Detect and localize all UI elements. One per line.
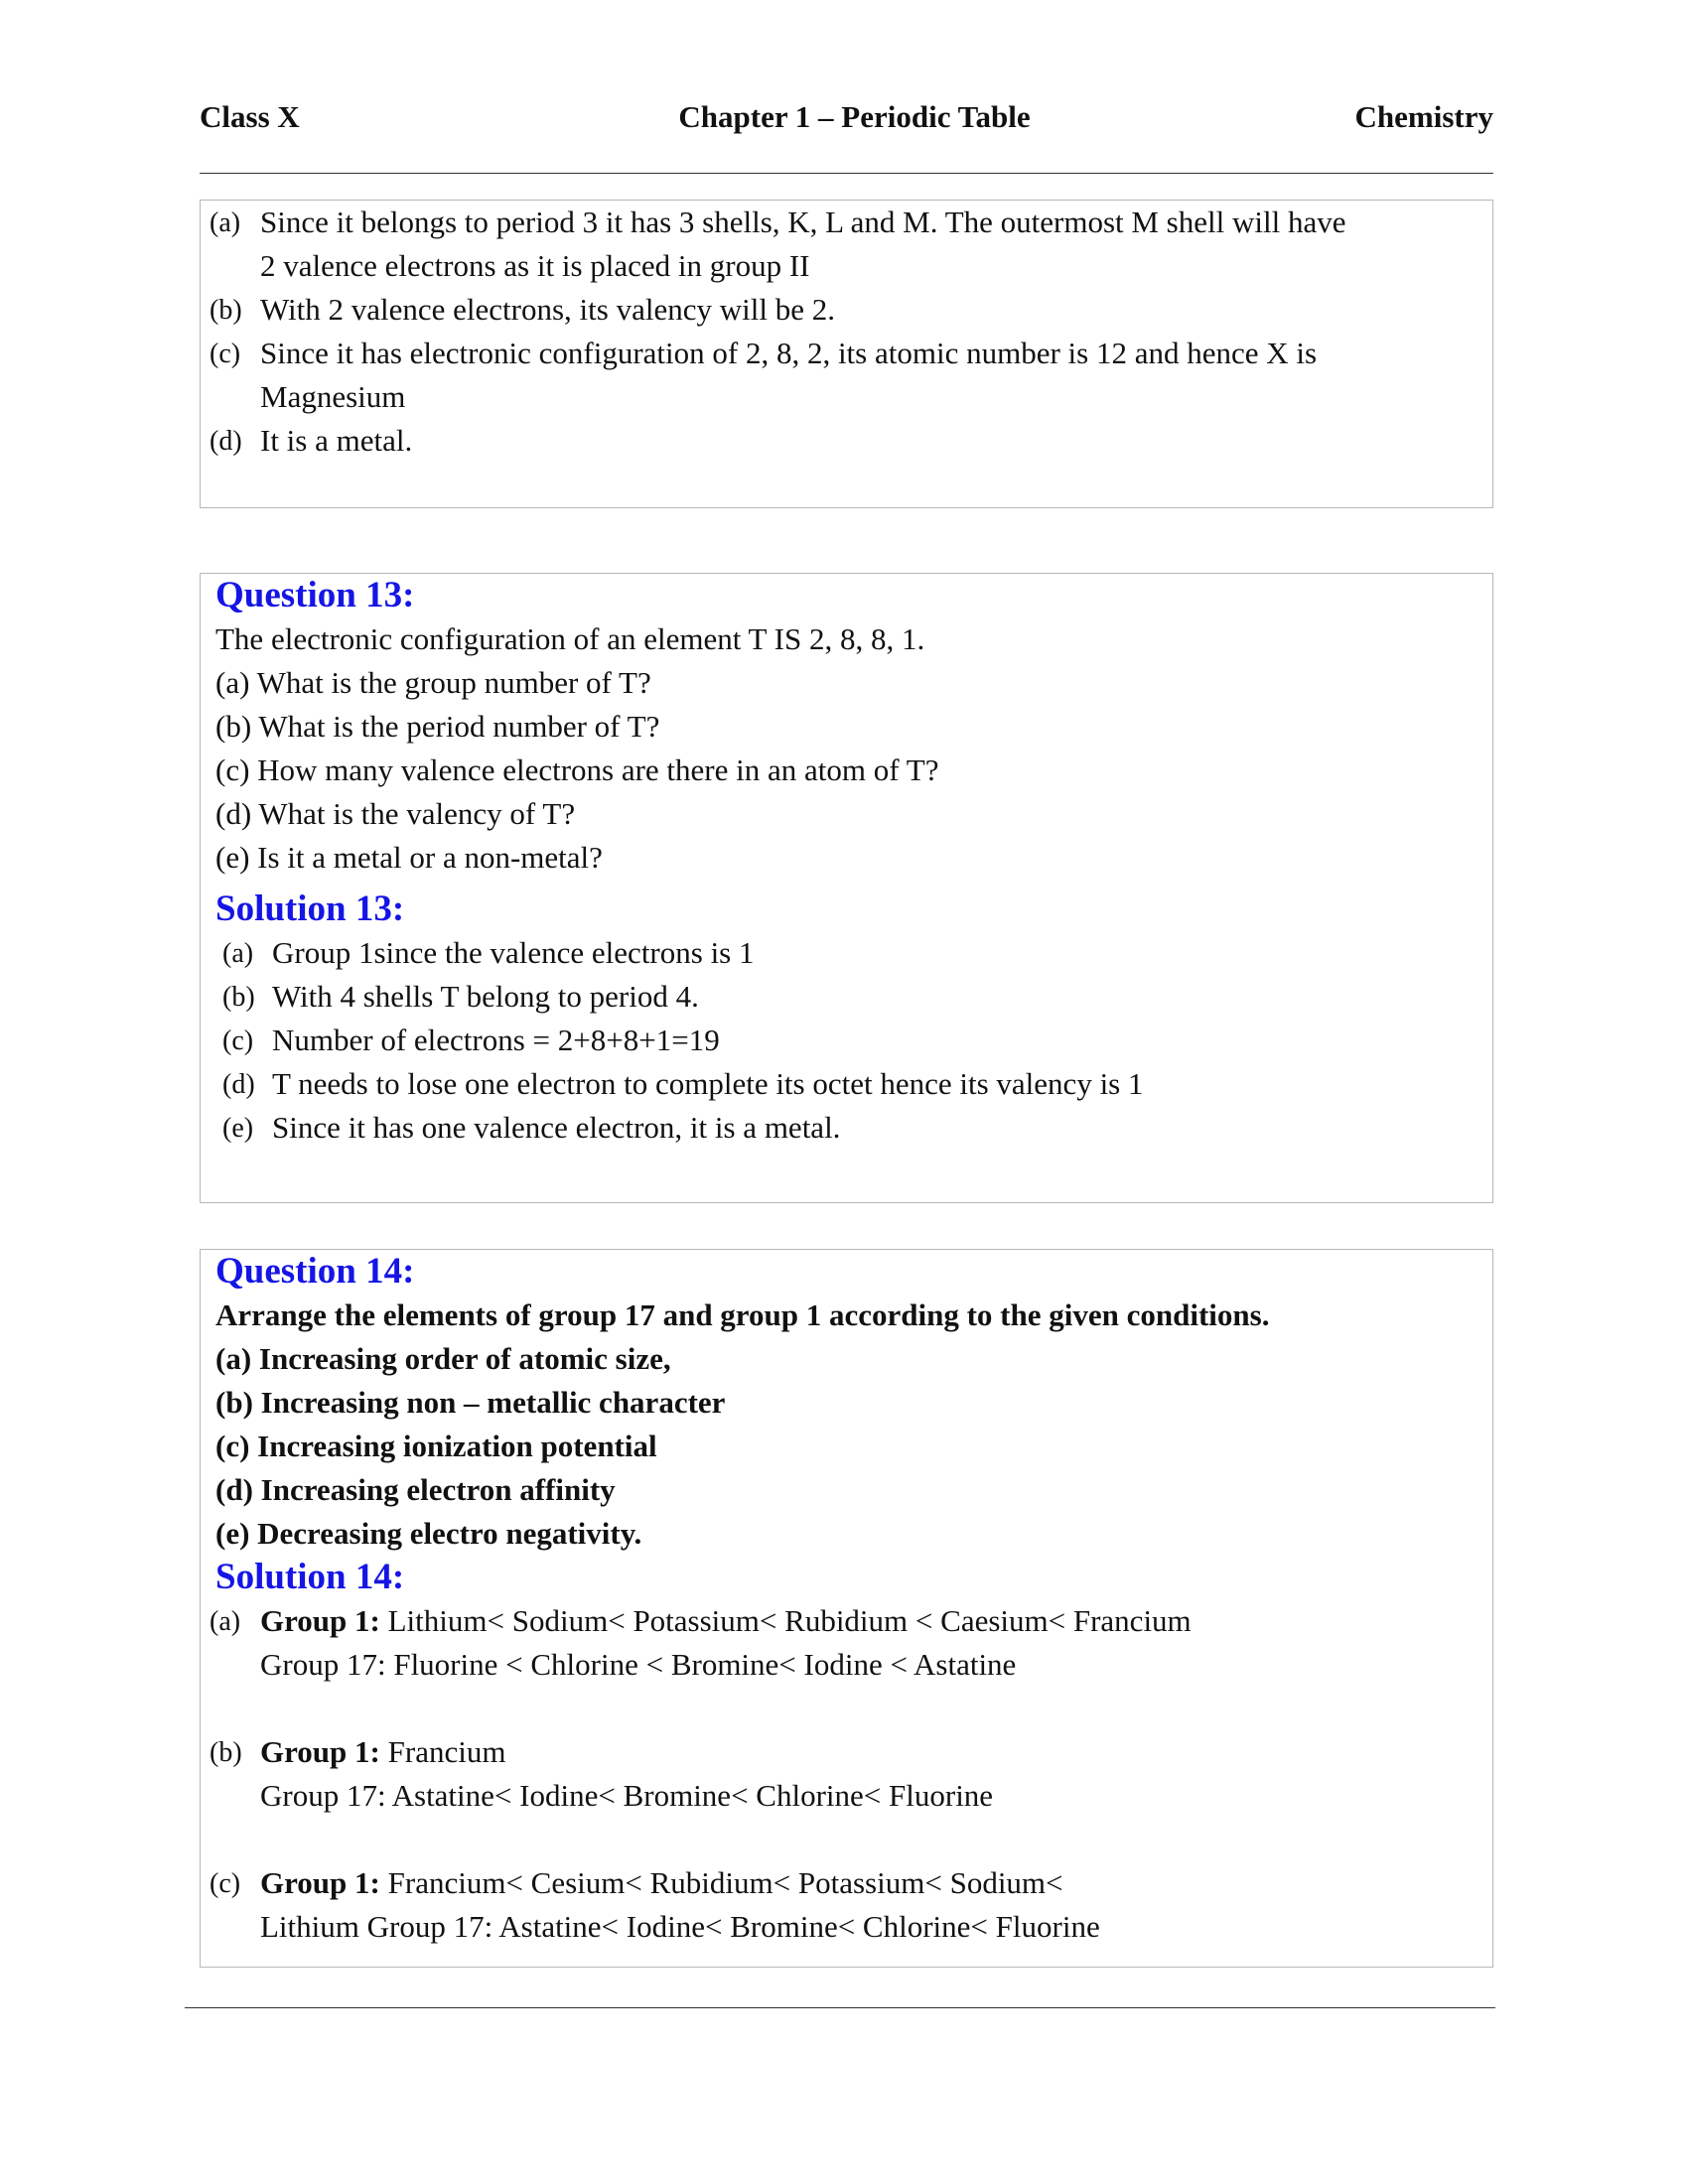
question-line: (a) Increasing order of atomic size, — [215, 1341, 671, 1376]
item-text: Group 1since the valence electrons is 1 — [272, 935, 755, 970]
header-divider — [200, 173, 1493, 174]
question-line: (d) What is the valency of T? — [215, 796, 576, 831]
class-label: Class X — [200, 99, 300, 134]
item-text: 2 valence electrons as it is placed in group II — [260, 248, 810, 283]
question-line: (e) Decreasing electro negativity. — [215, 1516, 642, 1551]
question-line: (c) How many valence electrons are there in an atom of T? — [215, 752, 939, 787]
question-line: (b) Increasing non – metallic character — [215, 1385, 726, 1420]
item-label: (c) — [222, 1025, 254, 1056]
question-line: (c) Increasing ionization potential — [215, 1429, 657, 1463]
group-label: Group 1: — [260, 1734, 380, 1769]
item-text — [260, 1599, 1192, 1643]
group-label: Group 1: — [260, 1865, 380, 1900]
solution-14-title: Solution 14: — [215, 1557, 405, 1597]
question-14-box — [200, 1249, 1493, 1968]
item-text: Number of electrons = 2+8+8+1=19 — [272, 1023, 720, 1057]
item-text: T needs to lose one electron to complete its octet hence its valency is 1 — [272, 1066, 1144, 1101]
item-label: (c) — [210, 1868, 241, 1899]
item-label: (a) — [222, 938, 254, 969]
footer-divider — [185, 2007, 1495, 2008]
item-label: (b) — [222, 982, 255, 1013]
question-line: (e) Is it a metal or a non-metal? — [215, 840, 603, 875]
page-header — [200, 99, 1493, 141]
question-line: The electronic configuration of an element T IS 2, 8, 8, 1. — [215, 621, 925, 656]
subject-label: Chemistry — [1354, 99, 1493, 134]
item-text: With 2 valence electrons, its valency will be 2. — [260, 292, 835, 327]
chapter-title: Chapter 1 – Periodic Table — [678, 99, 1031, 134]
question-line: (b) What is the period number of T? — [215, 709, 660, 744]
item-text: Magnesium — [260, 379, 406, 414]
question-line: (a) What is the group number of T? — [215, 665, 651, 700]
item-text — [260, 1861, 1063, 1905]
order-text: Lithium< Sodium< Potassium< Rubidium < Caesium< Francium — [379, 1603, 1192, 1638]
question-line: (d) Increasing electron affinity — [215, 1472, 616, 1507]
question-14-title: Question 14: — [215, 1251, 415, 1292]
item-label: (a) — [210, 207, 241, 238]
solution-13-title: Solution 13: — [215, 888, 405, 929]
item-label: (c) — [210, 339, 241, 369]
item-label: (e) — [222, 1113, 254, 1144]
item-text: Since it belongs to period 3 it has 3 shells, K, L and M. The outermost M shell will have — [260, 205, 1346, 239]
item-text — [260, 1730, 505, 1774]
item-text: Lithium Group 17: Astatine< Iodine< Bromine< Chlorine< Fluorine — [260, 1909, 1100, 1944]
item-text: Group 17: Astatine< Iodine< Bromine< Chlorine< Fluorine — [260, 1778, 994, 1813]
order-text: Francium< Cesium< Rubidium< Potassium< Sodium< — [379, 1865, 1063, 1900]
item-label: (a) — [210, 1606, 241, 1637]
item-text: Since it has one valence electron, it is a metal. — [272, 1110, 841, 1145]
item-text: It is a metal. — [260, 423, 413, 458]
item-text: Group 17: Fluorine < Chlorine < Bromine< Iodine < Astatine — [260, 1647, 1017, 1682]
group-label: Group 1: — [260, 1603, 380, 1638]
item-label: (b) — [210, 1737, 242, 1768]
order-text: Francium — [379, 1734, 506, 1769]
question-13-box — [200, 573, 1493, 1203]
item-label: (d) — [210, 426, 242, 457]
question-13-title: Question 13: — [215, 575, 415, 615]
item-text: With 4 shells T belong to period 4. — [272, 979, 699, 1014]
item-label: (d) — [222, 1069, 255, 1100]
item-label: (b) — [210, 295, 242, 326]
previous-solution-box — [200, 200, 1493, 508]
item-text: Since it has electronic configuration of 2, 8, 2, its atomic number is 12 and hence X is — [260, 336, 1318, 370]
question-line: Arrange the elements of group 17 and group 1 according to the given conditions. — [215, 1297, 1270, 1332]
